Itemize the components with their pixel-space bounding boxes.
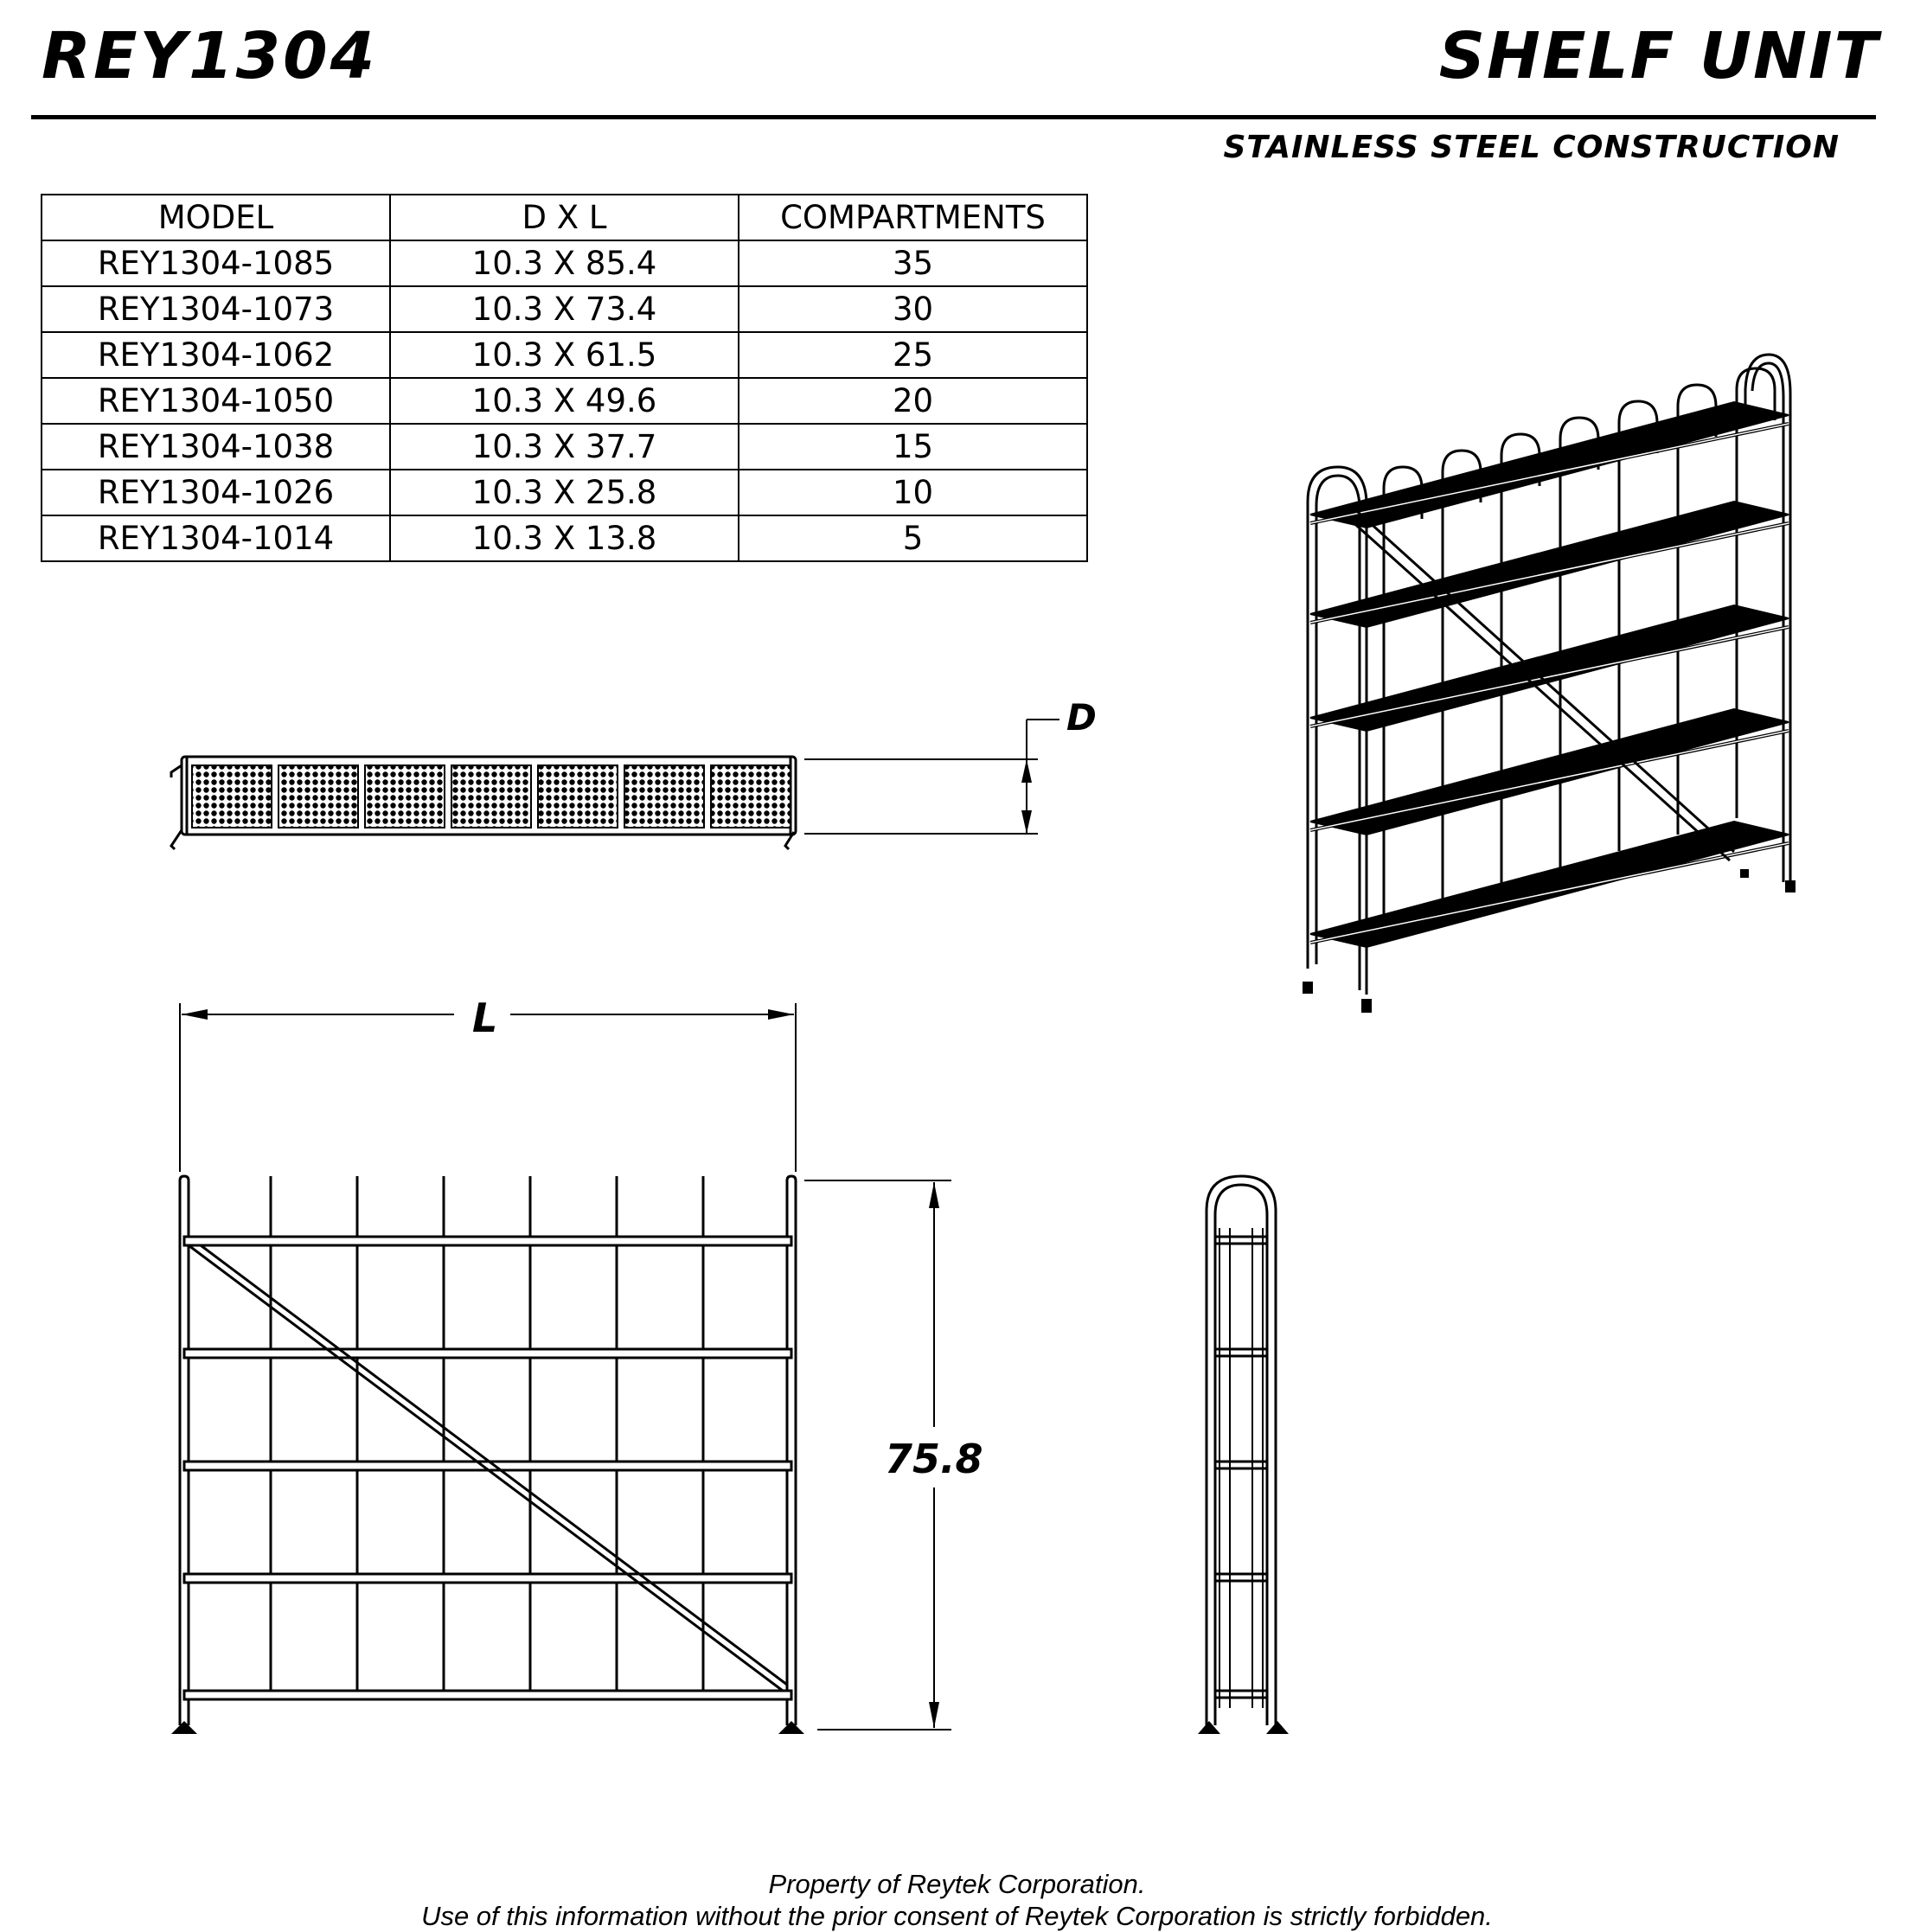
side-outer-frame	[1207, 1176, 1276, 1725]
dimensions-cell: 10.3 X 25.8	[390, 470, 739, 515]
model-cell: REY1304-1026	[42, 470, 390, 515]
iso-shelf-rail-highlight	[1310, 523, 1789, 623]
height-arrowhead	[929, 1702, 939, 1728]
length-label: L	[472, 995, 498, 1041]
front-shelf	[184, 1691, 791, 1699]
dimensions-cell: 10.3 X 85.4	[390, 240, 739, 286]
compartments-cell: 30	[739, 286, 1087, 332]
compartments-cell: 25	[739, 332, 1087, 378]
perforated-compartment	[192, 765, 272, 828]
copyright-line-2: Use of this information without the prior consent of Reytek Corporation is strictly forbidden.	[421, 1901, 1493, 1931]
iso-divider-arch	[1619, 401, 1657, 851]
iso-shelf-rail-highlight	[1310, 627, 1789, 726]
depth-label: D	[1066, 696, 1097, 739]
column-header-model: MODEL	[42, 195, 390, 240]
length-arrowhead	[182, 1009, 208, 1020]
dimensions-cell: 10.3 X 37.7	[390, 424, 739, 470]
compartments-cell: 35	[739, 240, 1087, 286]
column-header-dimensions: D X L	[390, 195, 739, 240]
height-value: 75.8	[885, 1436, 983, 1482]
dimensions-cell: 10.3 X 61.5	[390, 332, 739, 378]
iso-caster	[1740, 869, 1749, 878]
perforated-compartment	[451, 765, 531, 828]
top-view	[171, 720, 1059, 849]
front-shelf	[184, 1237, 791, 1245]
dimensions-cell: 10.3 X 13.8	[390, 515, 739, 561]
front-right-foot	[778, 1721, 804, 1734]
model-cell: REY1304-1050	[42, 378, 390, 424]
front-left-foot	[171, 1721, 197, 1734]
perforated-compartment	[365, 765, 445, 828]
iso-divider-arch	[1737, 368, 1775, 818]
front-shelf	[184, 1574, 791, 1583]
top-view-corner	[171, 765, 182, 777]
copyright-line-1: Property of Reytek Corporation.	[768, 1869, 1146, 1899]
depth-arrowhead	[1021, 759, 1032, 783]
model-cell: REY1304-1014	[42, 515, 390, 561]
iso-shelf-rail-highlight	[1310, 731, 1789, 830]
front-right-post	[787, 1176, 796, 1725]
model-code-title: REY1304	[42, 19, 378, 93]
perforated-compartment	[711, 765, 791, 828]
copyright-notice	[0, 1868, 1914, 1932]
product-name-title: SHELF UNIT	[1438, 19, 1879, 93]
side-foot	[1266, 1721, 1289, 1734]
compartments-cell: 15	[739, 424, 1087, 470]
iso-left-end-inner	[1316, 476, 1360, 990]
compartments-cell: 10	[739, 470, 1087, 515]
dimensions-cell: 10.3 X 73.4	[390, 286, 739, 332]
iso-shelves	[1310, 402, 1789, 947]
side-view	[1198, 1176, 1289, 1734]
material-subtitle: STAINLESS STEEL CONSTRUCTION	[1223, 130, 1840, 165]
model-cell: REY1304-1085	[42, 240, 390, 286]
model-cell: REY1304-1073	[42, 286, 390, 332]
model-cell: REY1304-1038	[42, 424, 390, 470]
perforated-compartment	[278, 765, 358, 828]
dimensions-cell: 10.3 X 49.6	[390, 378, 739, 424]
perforated-compartment	[538, 765, 618, 828]
iso-caster	[1303, 982, 1313, 994]
length-arrowhead	[768, 1009, 794, 1020]
compartments-cell: 5	[739, 515, 1087, 561]
depth-arrowhead	[1021, 810, 1032, 834]
front-view	[171, 1003, 951, 1734]
iso-caster	[1361, 999, 1372, 1013]
side-foot	[1198, 1721, 1220, 1734]
iso-divider-arch	[1678, 385, 1716, 835]
top-view-foot	[171, 830, 182, 849]
top-view-compartments	[192, 765, 791, 828]
perforated-compartment	[624, 765, 704, 828]
front-view-dividers	[271, 1176, 703, 1699]
isometric-view	[1303, 355, 1796, 1013]
side-view-shelves	[1215, 1237, 1267, 1698]
iso-caster	[1785, 880, 1796, 892]
side-inner-frame	[1215, 1185, 1267, 1725]
front-shelf	[184, 1349, 791, 1358]
column-header-compartments: COMPARTMENTS	[739, 195, 1087, 240]
iso-shelf-rail-highlight	[1310, 843, 1789, 943]
height-arrowhead	[929, 1182, 939, 1208]
compartments-cell: 20	[739, 378, 1087, 424]
model-cell: REY1304-1062	[42, 332, 390, 378]
front-left-post	[180, 1176, 189, 1725]
